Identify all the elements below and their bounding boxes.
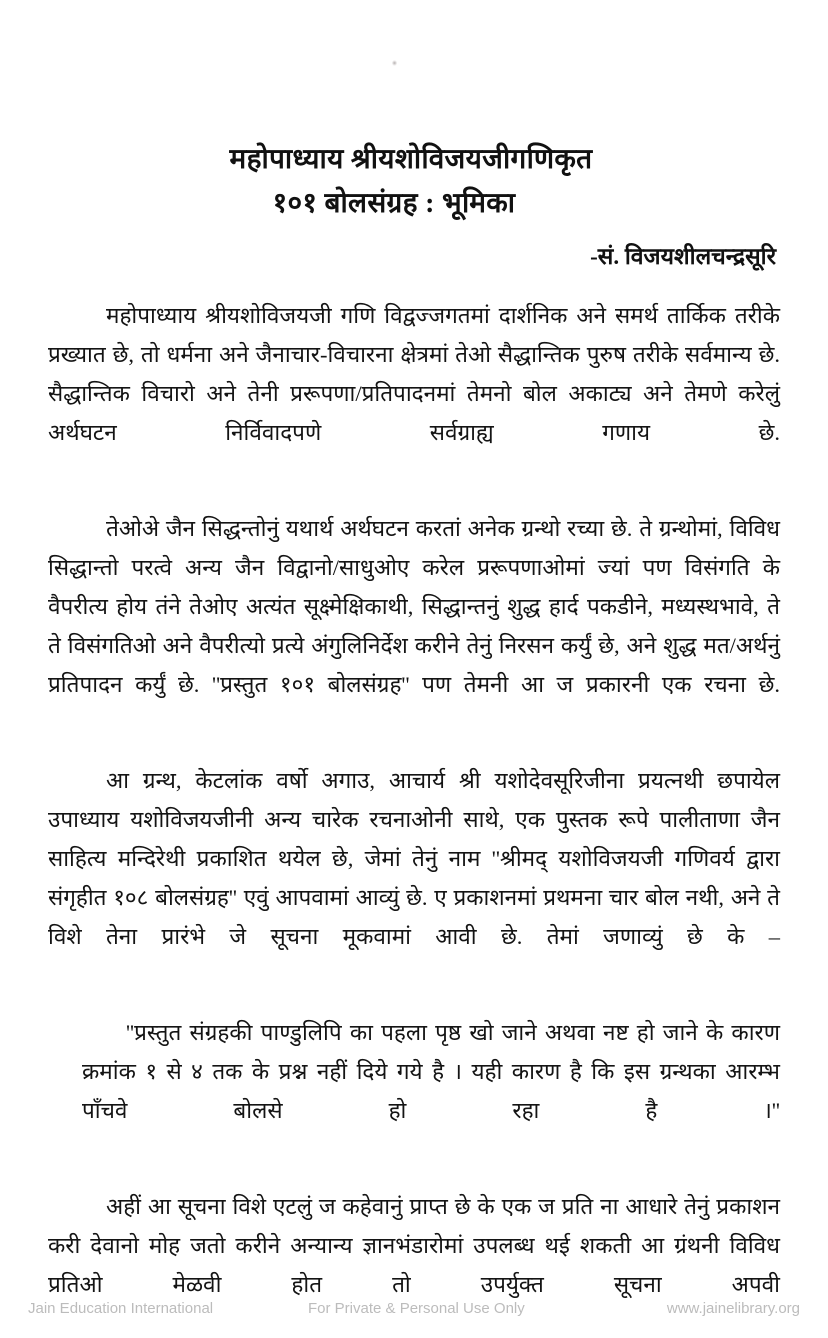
page-title — [48, 138, 780, 226]
paragraph-5-text: अहीं आ सूचना विशे एटलुं ज कहेवानुं प्राप्त छे के एक ज प्रति ना आधारे तेनुं प्रकाशन करी देवानो मोह जतो करीने अन्यान्य ज्ञानभंडारोमां उपलब्ध थई शकती आ ग्रंथनी विविध प्रतिओ मेळवी होत तो उपर्युक्त सूचना अपवी — [48, 1194, 780, 1297]
byline-editor: -सं. विजयशीलचन्द्रसूरि — [590, 244, 776, 269]
paragraph-2-text: तेओअे जैन सिद्धन्तोनुं यथार्थ अर्थघटन करतां अनेक ग्रन्थो रच्या छे. ते ग्रन्थोमां, विविध सिद्धान्तो परत्वे अन्य जैन विद्वानो/साधुओए करेल प्ररूपणाओमां ज्यां पण विसंगति के वैपरीत्य होय तंने तेओए अत्यंत सूक्ष्मेक्षिकाथी, सिद्धान्तनुं शुद्ध हार्द पकडीने, मध्यस्थभावे, ते ते विसंगतिओ अने वैपरीत्यो प्रत्ये अंगुलिनिर्देश करीने तेनुं निरसन कर्युं छे, अने शुद्ध मत/अर्थनुं प्रतिपादन कर्युं छे. ''प्रस्तुत १०१ बोलसंग्रह'' पण तेमनी आ ज प्रकारनी एक रचना छे. — [48, 516, 780, 697]
scan-speck-artifact — [392, 60, 397, 66]
paragraph-1-text: महोपाध्याय श्रीयशोविजयजी गणि विद्वज्जगतमां दार्शनिक अने समर्थ तार्किक तरीके प्रख्यात छे, तो धर्मना अने जैनाचार-विचारना क्षेत्रमां तेओ सैद्धान्तिक पुरुष तरीके सर्वमान्य छे. सैद्धान्तिक विचारो अने तेनी प्ररूपणा/प्रतिपादनमां तेमनो बोल अकाट्य अने तेमणे करेलुं अर्थघटन निर्विवादपणे सर्वग्राह्य गणाय छे. — [48, 303, 780, 445]
footer-usage-notice: For Private & Personal Use Only — [308, 1300, 525, 1317]
paragraph-3-text: आ ग्रन्थ, केटलांक वर्षो अगाउ, आचार्य श्री यशोदेवसूरिजीना प्रयत्नथी छपायेल उपाध्याय यशोविजयजीनी अन्य चारेक रचनाओनी साथे, एक पुस्तक रूपे पालीताणा जैन साहित्य मन्दिरेथी प्रकाशित थयेल छे, जेमां तेनुं नाम ''श्रीमद् यशोविजयजी गणिवर्य द्वारा संगृहीत १०८ बोलसंग्रह'' एवुं आपवामां आव्युं छे. ए प्रकाशनमां प्रथमना चार बोल नथी, अने ते विशे तेना प्रारंभे जे सूचना मूकवामां आवी छे. तेमां जणाव्युं छे के – — [48, 768, 780, 949]
title-line-2: १०१ बोलसंग्रह : भूमिका — [272, 188, 516, 219]
body-text-column — [48, 296, 780, 1338]
paragraph-4-quotation — [82, 1013, 780, 1169]
paragraph-3 — [48, 761, 780, 995]
paragraph-1 — [48, 296, 780, 491]
footer-website-url[interactable]: www.jainelibrary.org — [666, 1300, 800, 1317]
paragraph-2 — [48, 509, 780, 743]
footer-organization: Jain Education International — [28, 1300, 214, 1317]
paragraph-4-text: ''प्रस्तुत संग्रहकी पाण्डुलिपि का पहला पृष्ठ खो जाने अथवा नष्ट हो जाने के कारण क्रमांक १ से ४ तक के प्रश्न नहीं दिये गये है । यही कारण है कि इस ग्रन्थका आरम्भ पाँचवे बोलसे हो रहा है ।'' — [82, 1020, 780, 1123]
title-line-1: महोपाध्याय श्रीयशोविजयजीगणिकृत — [229, 144, 593, 175]
page-footer — [0, 1292, 828, 1326]
